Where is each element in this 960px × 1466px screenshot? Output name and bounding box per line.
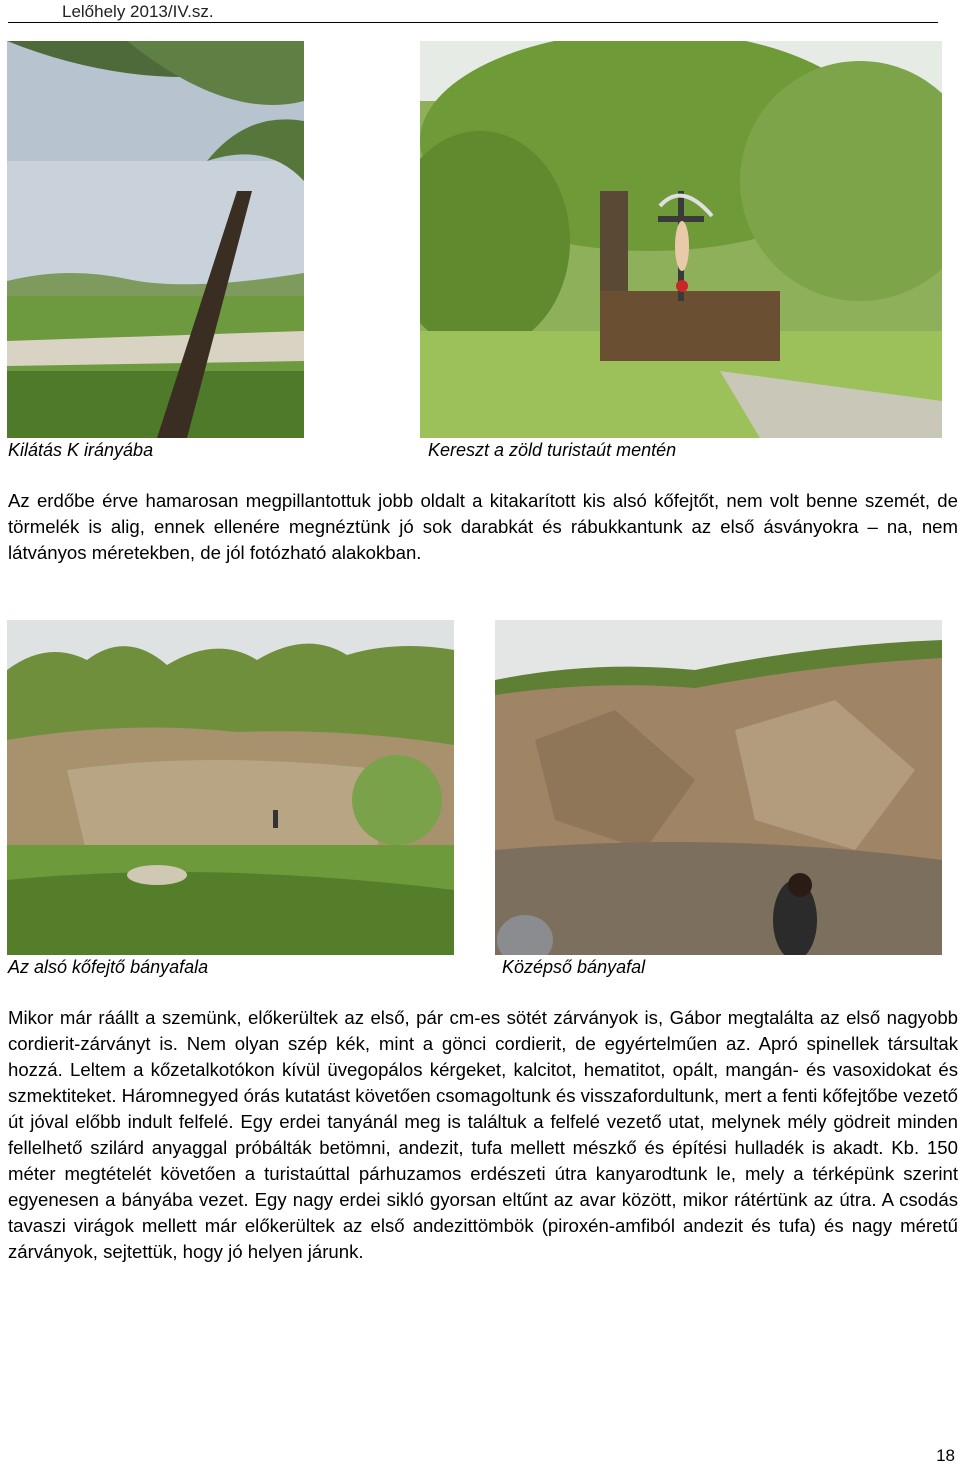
figure-caption-3: Az alsó kőfejtő bányafala [8, 957, 209, 977]
header-rule [8, 22, 938, 23]
photo-cross [420, 41, 942, 438]
figure-caption-4: Középső bányafal [502, 957, 646, 977]
photo-middle-quarry-wall [495, 620, 942, 955]
photo-view-east [7, 41, 304, 438]
figure-caption-1: Kilátás K irányába [8, 440, 154, 460]
figure-caption-2: Kereszt a zöld turistaút mentén [428, 440, 677, 460]
page-number: 18 [936, 1446, 955, 1465]
photo-lower-quarry-wall [7, 620, 454, 955]
paragraph-1: Az erdőbe érve hamarosan megpillantottuk jobb oldalt a kitakarított kis alsó kőfejtőt, nem volt benne szemét, de törmelék is alig, ennek ellenére megnéztünk jó sok darabkát és rábukkantunk az első ásványokra – na, nem látványos méretekben, de jól fotózható alakokban. [8, 490, 958, 563]
header-text: Lelőhely 2013/IV.sz. [62, 2, 214, 21]
paragraph-2: Mikor már ráállt a szemünk, előkerültek az első, pár cm-es sötét zárványok is, Gábor megtalálta az első nagyobb cordierit-zárványt is. Nem olyan szép kék, mint a gönci cordierit, de egyértelműen az. Apró spinellek társultak hozzá. Leltem a kőzetalkotókon kívül üvegopálos kérgeket, kalcitot, hematitot, opált, mangán- és vasoxidokat és szmektiteket. Háromnegyed órás kutatást követően csomagoltunk és visszafordultunk, mert a fenti kőfejtőbe vezető út jóval előbb indult felfelé. Egy erdei tanyánál meg is találtuk a felfelé vezető utat, melynek mély gödreit minden fellelhető szilárd anyaggal próbálták betömni, andezit, tufa mellett mészkő és építési hulladék is akadt. Kb. 150 méter megtételét követően a turistaúttal párhuzamos erdészeti útra kanyarodtunk le, mely a térképünk szerint egyenesen a bányába vezet. Egy nagy erdei sikló gyorsan eltűnt az avar között, mikor rátértünk az útra. A csodás tavaszi virágok mellett már előkerültek az első andezittömbök (piroxén-amfiból andezit és tufa) és nagy méretű zárványok, sejtettük, hogy jó helyen járunk. [8, 1007, 958, 1262]
